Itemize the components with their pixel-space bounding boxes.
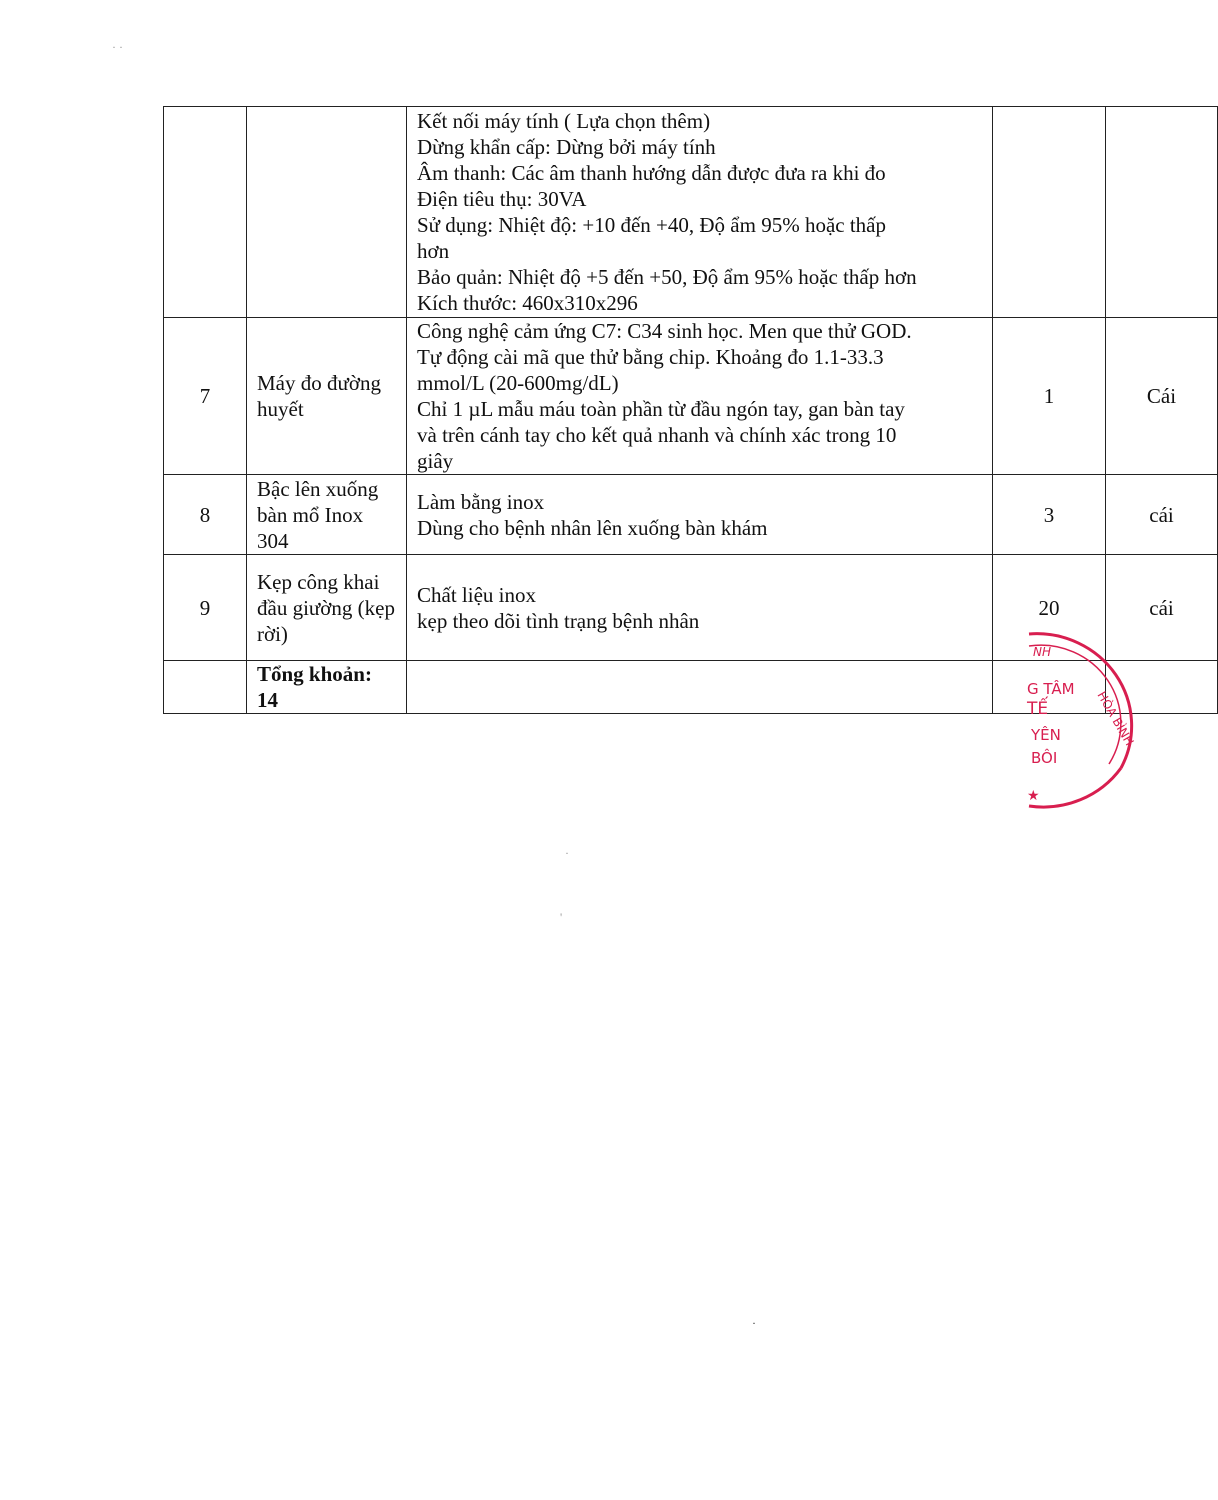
cell-description xyxy=(407,555,993,661)
desc-line: Âm thanh: Các âm thanh hướng dẫn được đưa ra khi đo xyxy=(417,161,886,185)
seal-outer-arc-lower xyxy=(1029,768,1121,807)
cell-name: Bậc lên xuống bàn mổ Inox 304 xyxy=(247,475,407,555)
scan-speck: · · xyxy=(112,40,123,54)
desc-line: Dừng khẩn cấp: Dừng bởi máy tính xyxy=(417,135,716,159)
desc-line: Làm bằng inox xyxy=(417,489,545,514)
seal-text: YÊN xyxy=(1031,726,1061,744)
seal-text: TẾ xyxy=(1027,699,1049,719)
cell-qty: 1 xyxy=(993,318,1106,475)
cell-description xyxy=(407,107,993,318)
cell-stt xyxy=(164,661,247,714)
cell-unit xyxy=(1106,107,1218,318)
table-row-8 xyxy=(164,475,1218,555)
scan-speck: · xyxy=(752,1316,756,1330)
cell-description xyxy=(407,475,993,555)
desc-line: Chỉ 1 µL mẫu máu toàn phần từ đầu ngón tay, gan bàn tay xyxy=(417,397,905,421)
cell-stt: 7 xyxy=(164,318,247,475)
table-row-continued xyxy=(164,107,1218,318)
cell-name xyxy=(247,107,407,318)
desc-line: hơn xyxy=(417,239,450,263)
cell-stt: 8 xyxy=(164,475,247,555)
cell-stt xyxy=(164,107,247,318)
cell-qty: 3 xyxy=(993,475,1106,555)
cell-name: Kẹp công khai đầu giường (kẹp rời) xyxy=(247,555,407,661)
desc-line: giây xyxy=(417,449,454,473)
seal-text: BÔI xyxy=(1031,749,1058,767)
desc-line: mmol/L (20-600mg/dL) xyxy=(417,371,619,395)
seal-star-icon: ★ xyxy=(1027,788,1040,804)
table-row-7 xyxy=(164,318,1218,475)
cell-qty xyxy=(993,107,1106,318)
desc-line: Tự động cài mã que thử bằng chip. Khoảng đo 1.1-33.3 xyxy=(417,345,884,369)
cell-unit: cái xyxy=(1106,555,1218,661)
desc-line: Dùng cho bệnh nhân lên xuống bàn khám xyxy=(417,515,768,540)
scan-speck: · xyxy=(565,846,569,860)
seal-text: NH xyxy=(1033,645,1051,659)
cell-description xyxy=(407,661,993,714)
desc-line: Kết nối máy tính ( Lựa chọn thêm) xyxy=(417,109,711,133)
cell-description xyxy=(407,318,993,475)
total-label: Tổng khoản: 14 xyxy=(247,661,407,714)
cell-unit: Cái xyxy=(1106,318,1218,475)
equipment-table xyxy=(163,106,1218,714)
desc-line: Sử dụng: Nhiệt độ: +10 đến +40, Độ ẩm 95% hoặc thấp xyxy=(417,213,887,237)
cell-qty: 20 xyxy=(993,555,1106,661)
desc-line: Công nghệ cảm ứng C7: C34 sinh học. Men que thử GOD. xyxy=(417,319,912,343)
seal-text: G TÂM xyxy=(1027,680,1075,698)
desc-line: Chất liệu inox xyxy=(417,582,536,607)
desc-line: Bảo quản: Nhiệt độ +5 đến +50, Độ ẩm 95% hoặc thấp hơn xyxy=(417,265,917,289)
desc-line: kẹp theo dõi tình trạng bệnh nhân xyxy=(417,608,700,633)
desc-line: và trên cánh tay cho kết quả nhanh và chính xác trong 10 xyxy=(417,423,897,447)
cell-stt: 9 xyxy=(164,555,247,661)
official-seal xyxy=(1025,628,1137,813)
seal-arc-text: HÒA BÌNH xyxy=(1094,689,1137,749)
scan-speck: ' xyxy=(560,910,563,924)
desc-line: Điện tiêu thụ: 30VA xyxy=(417,187,587,211)
cell-name: Máy đo đường huyết xyxy=(247,318,407,475)
cell-unit: cái xyxy=(1106,475,1218,555)
desc-line: Kích thước: 460x310x296 xyxy=(417,291,638,315)
